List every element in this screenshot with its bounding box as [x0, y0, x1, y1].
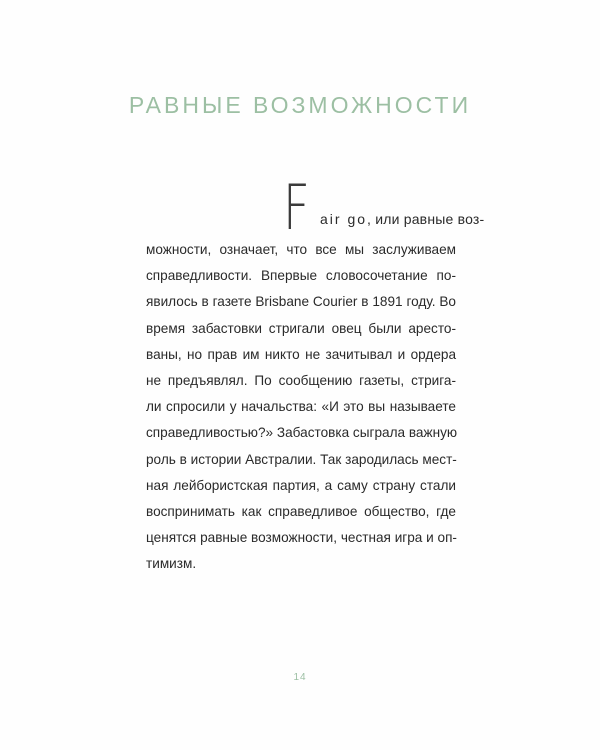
text-line: тимизм.	[146, 556, 197, 572]
text-line: справедливости. Впервые словосочетание по-	[146, 268, 456, 284]
lead-rest: , или равные воз-	[367, 211, 485, 227]
text-line: можности, означает, что все мы заслуживаем	[146, 242, 456, 257]
body-paragraph	[146, 237, 456, 577]
text-line: явилось в газете Brisbane Courier в 1891 году. Во	[146, 294, 456, 310]
text-line: ная лейбористская партия, а саму страну стали	[146, 477, 456, 493]
text-line: ваны, но прав им никто не зачитывал и ордера	[146, 346, 456, 362]
lead-word: air go	[320, 211, 368, 227]
text-line: роль в истории Австралии. Так зародилась мест-	[146, 451, 457, 467]
text-line: время забастовки стригали овец были аресто-	[146, 320, 456, 336]
text-line: ли спросили у начальства: «И это вы называете	[146, 399, 456, 415]
chapter-title: РАВНЫЕ ВОЗМОЖНОСТИ	[128, 92, 472, 118]
text-line: воспринимать как справедливое общество, где	[146, 503, 456, 519]
page-number: 14	[293, 672, 307, 683]
text-line: справедливостью?» Забастовка сыграла важную	[146, 425, 458, 441]
text-line: ценятся равные возможности, честная игра и оп-	[146, 530, 457, 546]
lead-line	[320, 211, 484, 227]
drop-cap: F	[283, 171, 310, 244]
text-line: не предъявлял. По сообщению газеты, стрига-	[146, 372, 456, 388]
